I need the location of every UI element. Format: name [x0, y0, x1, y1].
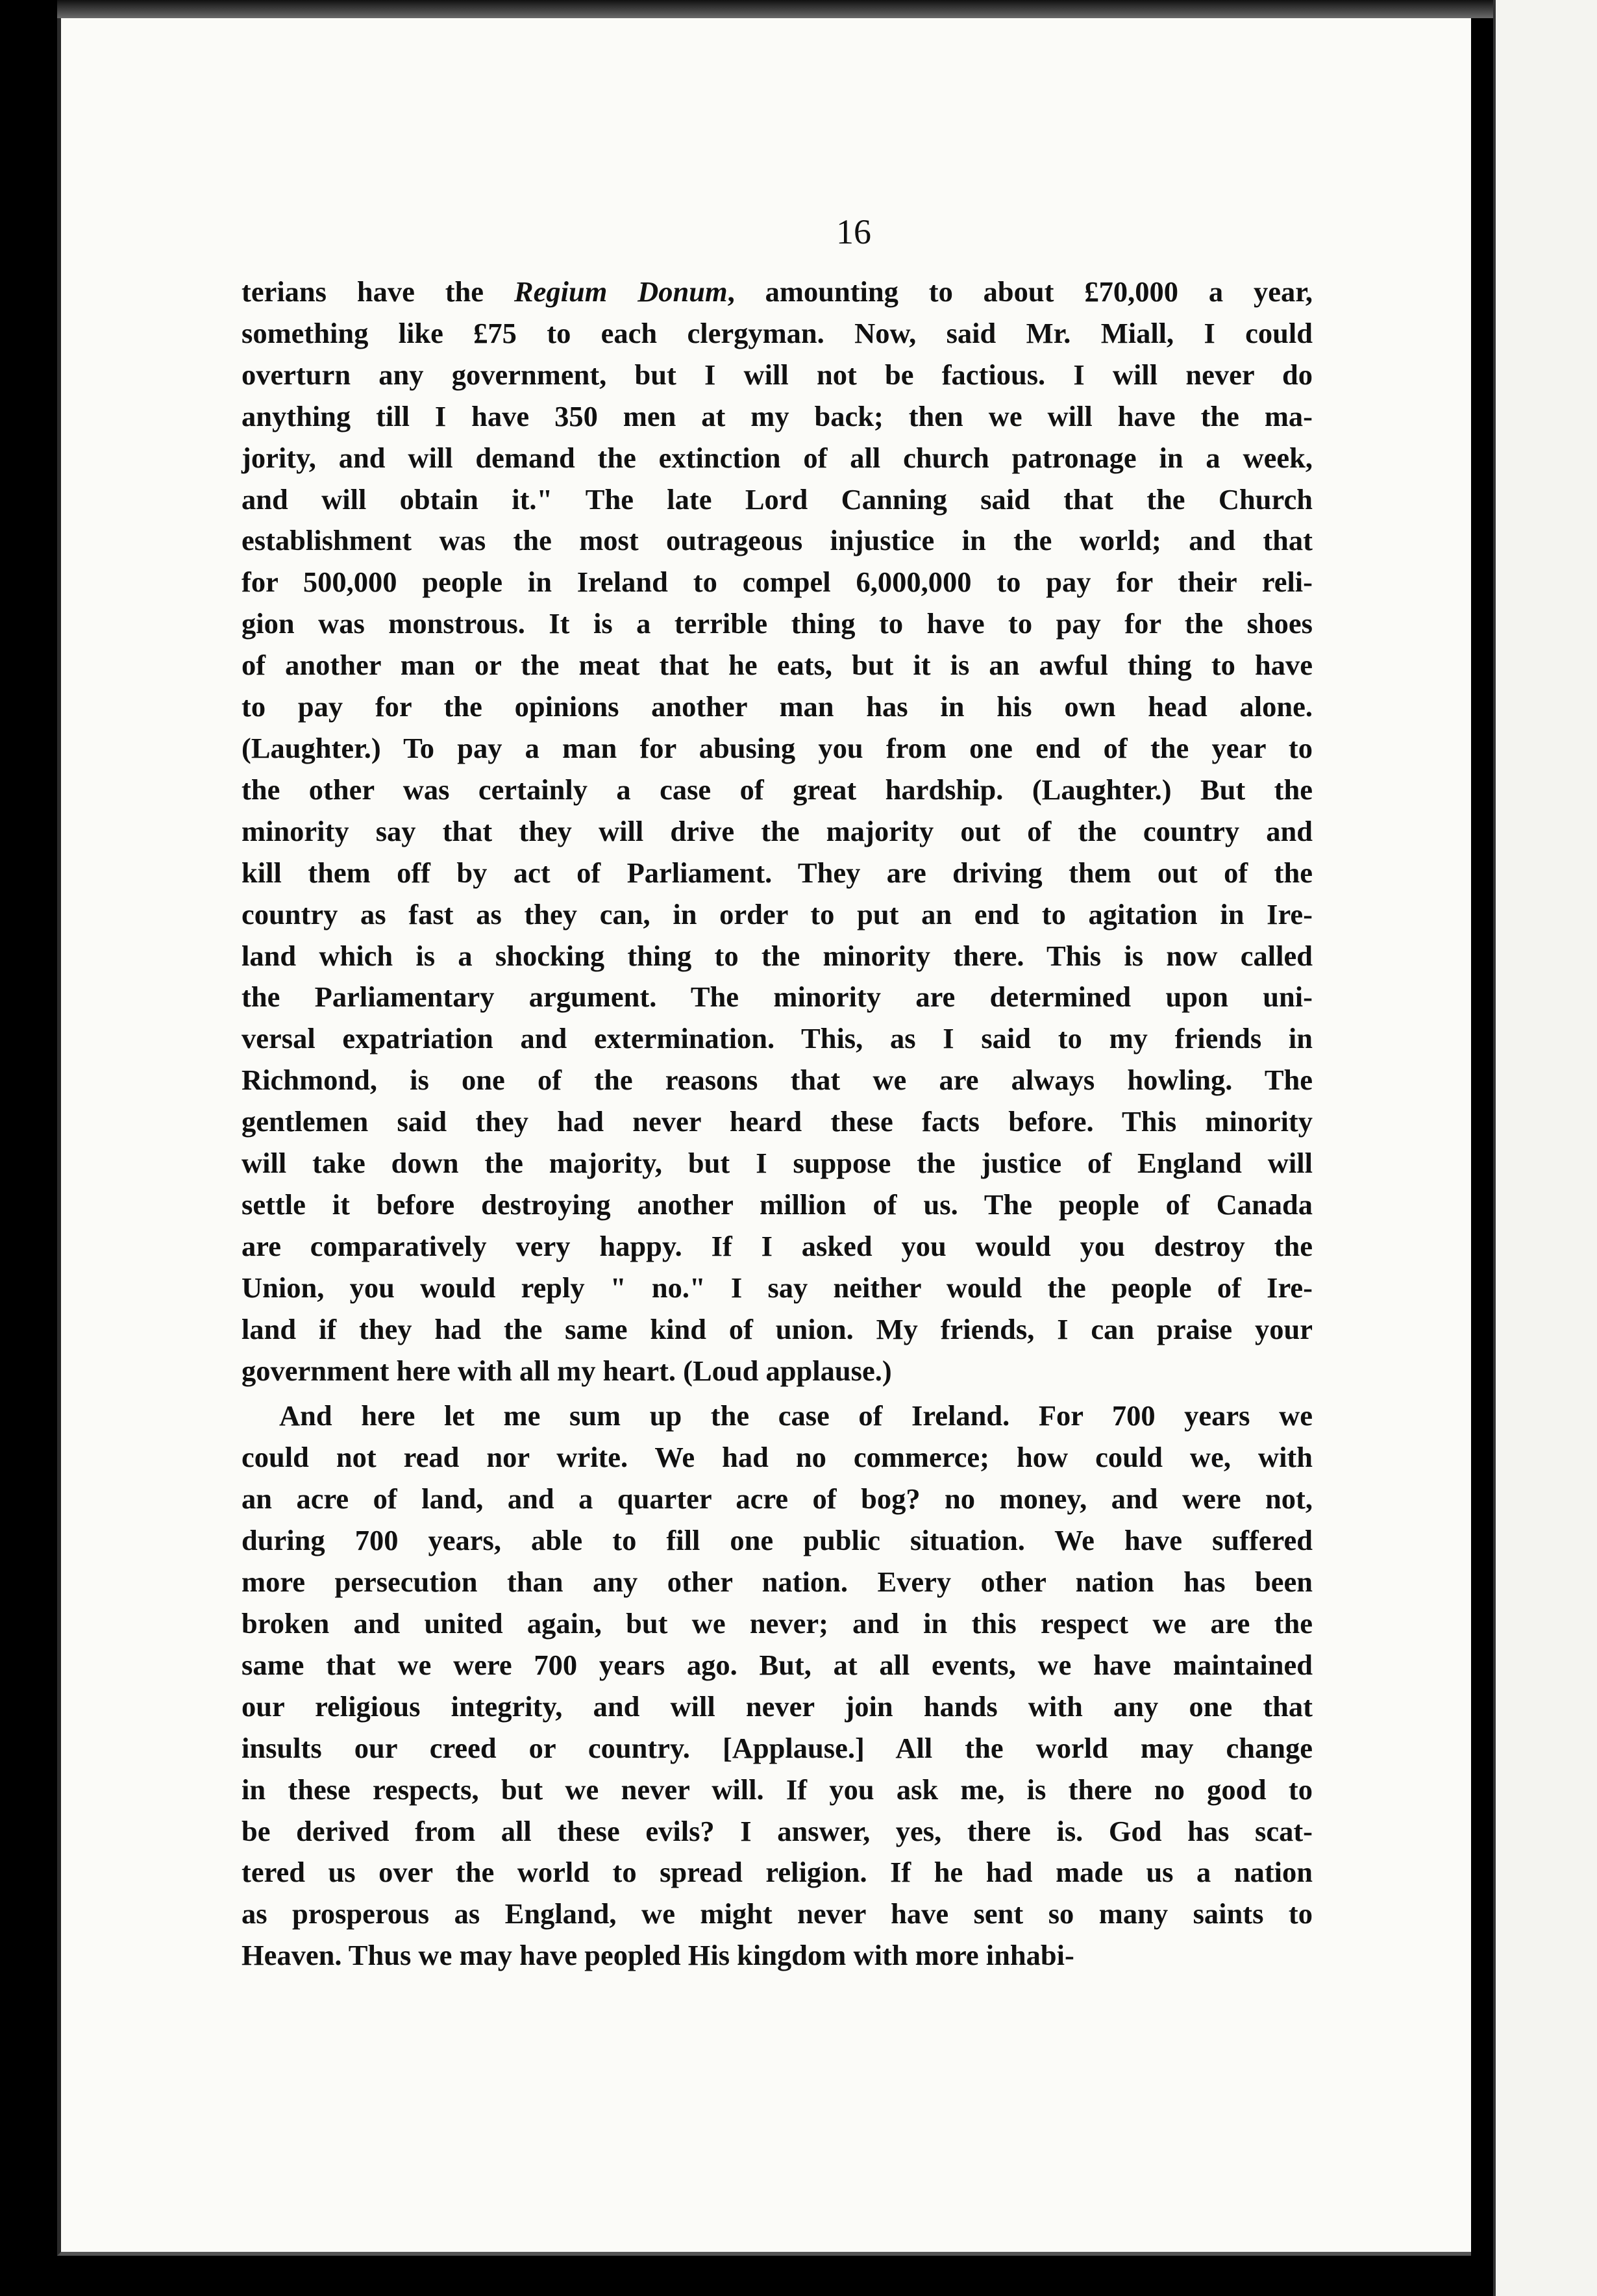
adjacent-page-strip: [1493, 0, 1597, 2296]
text-line: could not read nor write. We had no commerce; how could we, with: [241, 1441, 1313, 1474]
text-line: land if they had the same kind of union. My friends, I can praise your: [241, 1312, 1313, 1345]
text-line: and will obtain it." The late Lord Canning said that the Church: [241, 482, 1313, 516]
text-line: versal expatriation and extermination. This, as I said to my friends in: [241, 1022, 1313, 1055]
text-line: minority say that they will drive the majority out of the country and: [241, 814, 1313, 847]
text-line: be derived from all these evils? I answer, yes, there is. God has scat-: [241, 1814, 1313, 1847]
text-line: gentlemen said they had never heard these facts before. This minority: [241, 1105, 1313, 1138]
text-line: establishment was the most outrageous injustice in the world; and that: [241, 524, 1313, 557]
text-line: during 700 years, able to fill one public situation. We have suffered: [241, 1524, 1313, 1557]
text-line: (Laughter.) To pay a man for abusing you from one end of the year to: [241, 731, 1313, 764]
text-line: same that we were 700 years ago. But, at all events, we have maintained: [241, 1648, 1313, 1681]
text-line: land which is a shocking thing to the minority there. This is now called: [241, 939, 1313, 972]
text-line: And here let me sum up the case of Ireland. For 700 years we: [279, 1399, 1313, 1432]
text-line: are comparatively very happy. If I asked you would you destroy the: [241, 1229, 1313, 1262]
text-line: insults our creed or country. [Applause.] All the world may change: [241, 1731, 1313, 1764]
text-line: kill them off by act of Parliament. They are driving them out of the: [241, 856, 1313, 889]
text-line: the Parliamentary argument. The minority are determined upon uni-: [241, 980, 1313, 1014]
text-line: for 500,000 people in Ireland to compel 6,000,000 to pay for their reli-: [241, 566, 1313, 599]
text-line: country as fast as they can, in order to put an end to agitation in Ire-: [241, 897, 1313, 930]
text-line: the other was certainly a case of great hardship. (Laughter.) But the: [241, 773, 1313, 806]
text-line: gion was monstrous. It is a terrible thing to have to pay for the shoes: [241, 607, 1313, 640]
text-line: tered us over the world to spread religion. If he had made us a nation: [241, 1856, 1313, 1889]
paragraph: [241, 1395, 1313, 1977]
text-line: as prosperous as England, we might never have sent so many saints to: [241, 1897, 1313, 1930]
text-line: Richmond, is one of the reasons that we are always howling. The: [241, 1064, 1313, 1097]
body-text: [241, 271, 1313, 1977]
text-line: anything till I have 350 men at my back; then we will have the ma-: [241, 399, 1313, 432]
text-line: to pay for the opinions another man has in his own head alone.: [241, 690, 1313, 723]
text-line: something like £75 to each clergyman. Now, said Mr. Miall, I could: [241, 316, 1313, 349]
scan-top-edge: [57, 0, 1493, 18]
text-line: overturn any government, but I will not be factious. I will never do: [241, 358, 1313, 391]
text-line: government here with all my heart. (Loud applause.): [241, 1354, 892, 1387]
text-line: more persecution than any other nation. Every other nation has been: [241, 1566, 1313, 1599]
text-line: an acre of land, and a quarter acre of bog? no money, and were not,: [241, 1482, 1313, 1516]
paragraph: [241, 271, 1313, 1391]
text-line: jority, and will demand the extinction of all church patronage in a week,: [241, 441, 1313, 474]
text-line: will take down the majority, but I suppose the justice of England will: [241, 1147, 1313, 1180]
text-line: Union, you would reply " no." I say neither would the people of Ire-: [241, 1271, 1313, 1304]
text-line: our religious integrity, and will never join hands with any one that: [241, 1690, 1313, 1723]
text-line: in these respects, but we never will. If you ask me, is there no good to: [241, 1773, 1313, 1806]
text-line: terians have the Regium Donum, amounting to about £70,000 a year,: [241, 275, 1313, 308]
text-line: settle it before destroying another million of us. The people of Canada: [241, 1188, 1313, 1221]
text-line: broken and united again, but we never; and in this respect we are the: [241, 1607, 1313, 1640]
page-number: 16: [836, 212, 871, 251]
text-line: Heaven. Thus we may have peopled His kingdom with more inhabi-: [241, 1939, 1074, 1972]
text-line: of another man or the meat that he eats, but it is an awful thing to have: [241, 649, 1313, 682]
